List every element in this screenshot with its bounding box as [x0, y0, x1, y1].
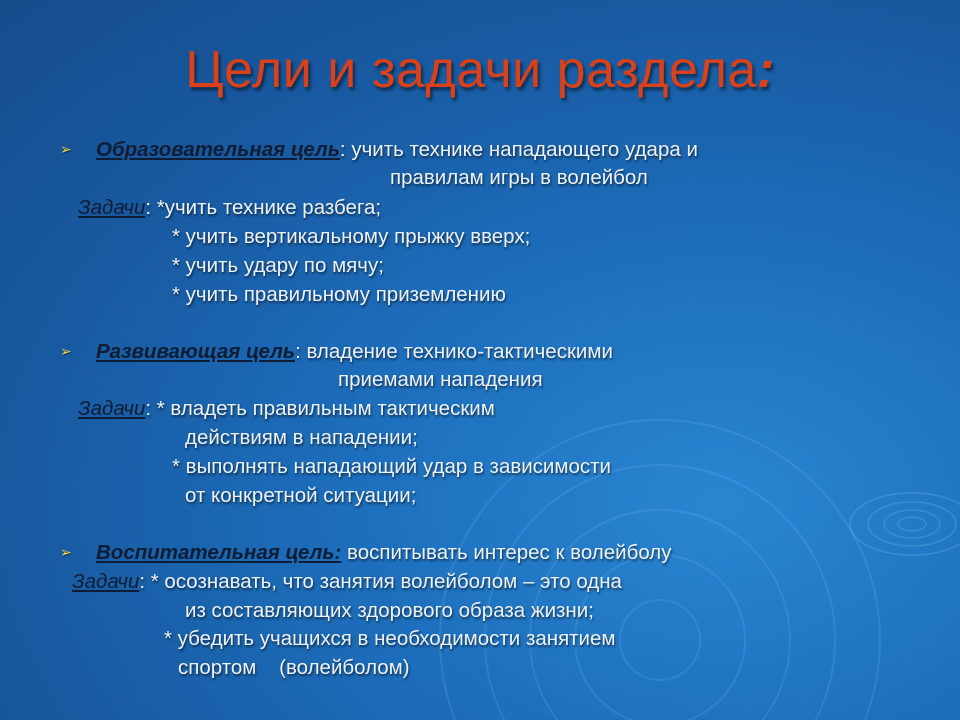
goal-line	[96, 340, 613, 364]
goal-line	[96, 138, 698, 162]
goal-continuation: правилам игры в волейбол	[390, 166, 648, 189]
task-line: * учить правильному приземлению	[172, 283, 506, 306]
task-text: : *учить технике разбега;	[145, 196, 382, 219]
title-text: Цели и задачи раздела	[185, 41, 757, 99]
tasks-line	[78, 397, 495, 421]
tasks-line	[72, 570, 622, 594]
task-line: * выполнять нападающий удар в зависимости	[172, 455, 611, 478]
task-text: : * владеть правильным тактическим	[145, 397, 495, 420]
tasks-label: Задачи	[78, 397, 146, 420]
task-line: * учить вертикальному прыжку вверх;	[172, 225, 531, 248]
task-line: из составляющих здорового образа жизни;	[185, 599, 594, 622]
task-line: спортом (волейболом)	[178, 656, 410, 679]
task-line: * учить удару по мячу;	[172, 254, 384, 277]
bullet-arrow-icon: ➢	[60, 343, 72, 359]
page-title	[0, 40, 960, 100]
goal-continuation: приемами нападения	[338, 368, 543, 391]
tasks-line	[78, 196, 381, 220]
title-colon: :	[756, 41, 775, 99]
task-line: от конкретной ситуации;	[185, 484, 417, 507]
goal-text: : учить технике нападающего удара и	[339, 138, 698, 161]
goal-line	[96, 541, 672, 565]
goal-text: : владение технико-тактическими	[295, 340, 613, 363]
goal-text: воспитывать интерес к волейболу	[341, 541, 672, 564]
task-line: * убедить учащихся в необходимости занятием	[164, 627, 616, 650]
bullet-arrow-icon: ➢	[60, 544, 72, 560]
tasks-label: Задачи	[72, 570, 140, 593]
goal-label: Образовательная цель	[96, 138, 340, 161]
tasks-label: Задачи	[78, 196, 146, 219]
goal-label: Развивающая цель	[96, 340, 296, 363]
goal-label: Воспитательная цель:	[96, 541, 342, 564]
bullet-arrow-icon: ➢	[60, 141, 72, 157]
task-text: : * осознавать, что занятия волейболом – это одна	[139, 570, 622, 593]
task-line: действиям в нападении;	[185, 426, 418, 449]
